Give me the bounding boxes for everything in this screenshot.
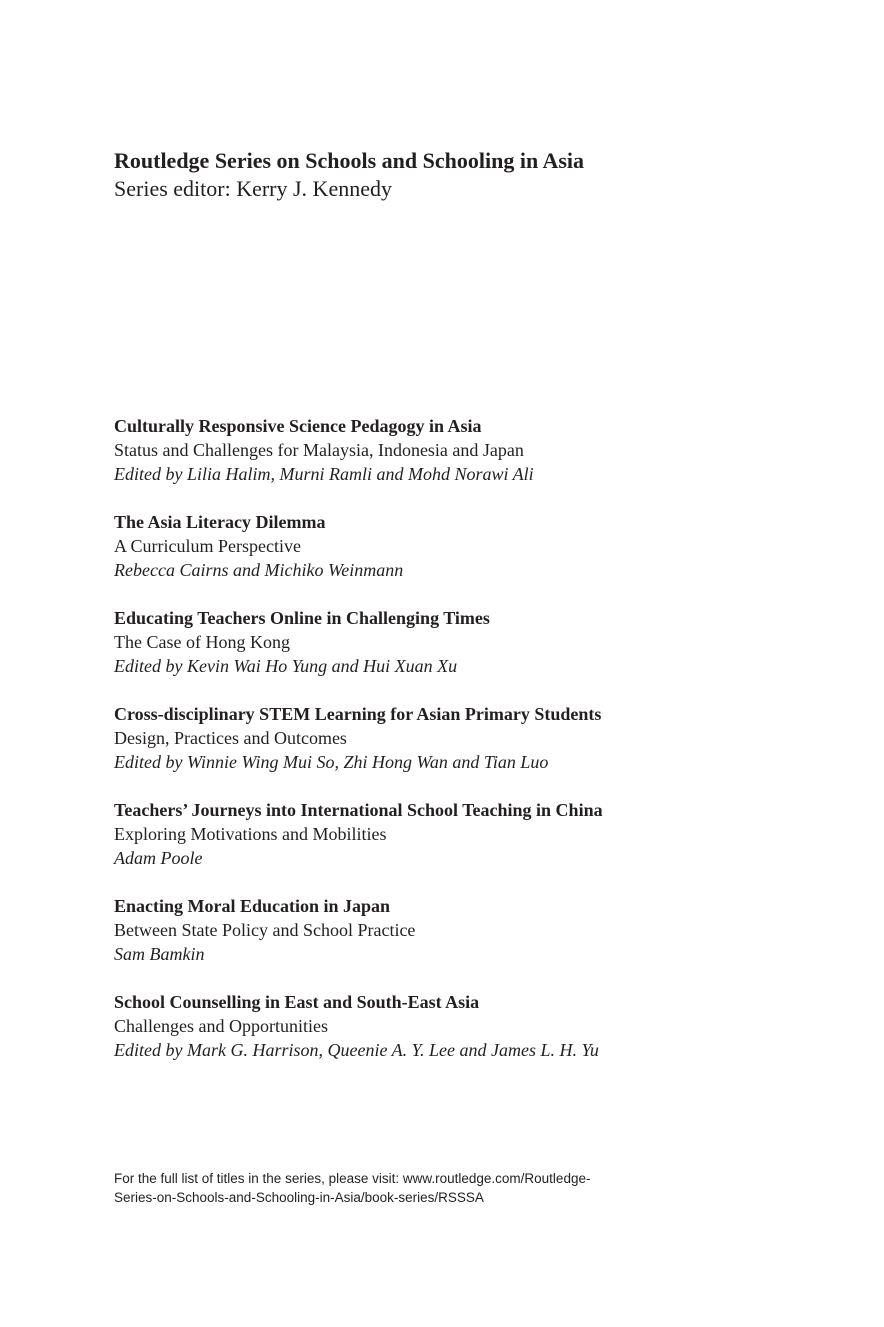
book-entry xyxy=(114,990,814,1062)
book-subtitle: The Case of Hong Kong xyxy=(114,632,290,652)
book-list xyxy=(114,414,814,1086)
book-title: Enacting Moral Education in Japan xyxy=(114,896,391,916)
book-subtitle: A Curriculum Perspective xyxy=(114,536,301,556)
book-title: Cross-disciplinary STEM Learning for Asian Primary Students xyxy=(114,704,602,724)
book-authors: Edited by Mark G. Harrison, Queenie A. Y. Lee and James L. H. Yu xyxy=(114,1040,599,1060)
book-entry xyxy=(114,798,814,870)
series-editor: Series editor: Kerry J. Kennedy xyxy=(114,176,392,201)
book-entry xyxy=(114,702,814,774)
book-title: School Counselling in East and South-East Asia xyxy=(114,992,480,1012)
series-header xyxy=(114,147,794,203)
footer-line-1: For the full list of titles in the series, please visit: www.routledge.com/Routledge- xyxy=(114,1171,591,1186)
book-subtitle: Challenges and Opportunities xyxy=(114,1016,328,1036)
book-subtitle: Status and Challenges for Malaysia, Indonesia and Japan xyxy=(114,440,524,460)
book-entry xyxy=(114,606,814,678)
book-authors: Rebecca Cairns and Michiko Weinmann xyxy=(114,560,404,580)
book-subtitle: Between State Policy and School Practice xyxy=(114,920,416,940)
book-entry xyxy=(114,894,814,966)
book-authors: Edited by Kevin Wai Ho Yung and Hui Xuan Xu xyxy=(114,656,458,676)
book-subtitle: Exploring Motivations and Mobilities xyxy=(114,824,387,844)
book-entry xyxy=(114,510,814,582)
book-authors: Edited by Winnie Wing Mui So, Zhi Hong Wan and Tian Luo xyxy=(114,752,549,772)
footer-line-2: Series-on-Schools-and-Schooling-in-Asia/book-series/RSSSA xyxy=(114,1190,484,1205)
book-title: Educating Teachers Online in Challenging Times xyxy=(114,608,490,628)
book-subtitle: Design, Practices and Outcomes xyxy=(114,728,347,748)
book-authors: Edited by Lilia Halim, Murni Ramli and Mohd Norawi Ali xyxy=(114,464,534,484)
book-title: Teachers’ Journeys into International School Teaching in China xyxy=(114,800,603,820)
series-title: Routledge Series on Schools and Schooling in Asia xyxy=(114,148,585,173)
series-url-note xyxy=(114,1169,754,1207)
book-entry xyxy=(114,414,814,486)
book-title: Culturally Responsive Science Pedagogy in Asia xyxy=(114,416,482,436)
book-title: The Asia Literacy Dilemma xyxy=(114,512,326,532)
book-authors: Sam Bamkin xyxy=(114,944,205,964)
book-authors: Adam Poole xyxy=(114,848,203,868)
